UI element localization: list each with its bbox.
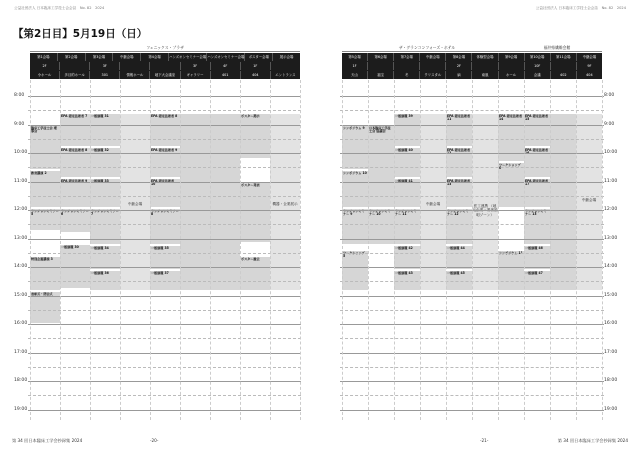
column-divider bbox=[90, 80, 91, 420]
relay-label: 中継会場 bbox=[581, 198, 597, 202]
session-title: EPA 認定技術者 14 bbox=[499, 113, 523, 122]
session-block[interactable] bbox=[60, 113, 90, 146]
hall-cell: 多目的ホール bbox=[60, 71, 90, 79]
session-title: EPA 認定技術者 16 bbox=[525, 147, 549, 156]
time-label: 13:00 bbox=[14, 235, 28, 241]
session-title: EPA 認定技術者 13 bbox=[447, 178, 471, 187]
hall-cell: 会議 bbox=[525, 71, 551, 79]
hall-cell: 301 bbox=[90, 71, 120, 79]
floor-cell: 9F bbox=[587, 64, 592, 68]
session-block[interactable] bbox=[524, 147, 550, 177]
half-hour-gridline bbox=[28, 338, 301, 339]
session-title: 一般演題 37 bbox=[151, 270, 169, 275]
session-title: ポスター撤去 bbox=[241, 256, 260, 261]
session-title: ランチョンセミナー 13 bbox=[525, 208, 547, 217]
floor-cell: 1F bbox=[241, 62, 271, 70]
hour-gridline bbox=[28, 210, 301, 211]
half-hour-gridline bbox=[28, 367, 301, 368]
session-block[interactable] bbox=[498, 250, 524, 290]
floor-cell bbox=[551, 62, 577, 70]
session-block[interactable] bbox=[524, 270, 550, 290]
relay-label: 中継会場 bbox=[127, 202, 143, 206]
session-block[interactable] bbox=[446, 270, 472, 290]
session-block[interactable] bbox=[240, 113, 270, 158]
venue-name-left: フェニックス・プラザ bbox=[30, 44, 300, 52]
floor-cell bbox=[60, 62, 90, 70]
running-header-right: 公益社団法人 日本臨床工学技士会会誌 No. 82 2024 bbox=[535, 6, 626, 10]
column-divider bbox=[576, 80, 577, 420]
column-divider bbox=[498, 80, 499, 420]
session-title: 一般演題 44 bbox=[447, 245, 465, 250]
session-block[interactable] bbox=[342, 125, 368, 169]
time-label: 16:00 bbox=[604, 321, 618, 326]
floor-cell: 3F bbox=[181, 62, 211, 70]
column-divider bbox=[180, 80, 181, 420]
session-block[interactable] bbox=[90, 147, 120, 177]
room-relay-right-2: 中継会場 bbox=[582, 55, 597, 59]
hour-gridline bbox=[28, 410, 301, 411]
floor-row-left bbox=[30, 62, 300, 70]
column-divider bbox=[420, 80, 421, 420]
room-row-left bbox=[30, 53, 300, 61]
session-title: 日本臨床工学技士会 協議会 bbox=[369, 125, 391, 134]
room-10: 第10会場 bbox=[525, 53, 551, 61]
session-title: 一般演題 43 bbox=[395, 270, 413, 275]
session-title: シンポジウム 10 bbox=[343, 170, 367, 175]
session-block[interactable] bbox=[90, 245, 120, 269]
session-block[interactable] bbox=[394, 113, 420, 146]
time-label: 12:00 bbox=[604, 207, 618, 212]
session-block[interactable] bbox=[394, 245, 420, 269]
session-title: 一般演題 34 bbox=[91, 245, 109, 250]
session-title: 一般演題 31 bbox=[91, 113, 109, 118]
column-divider bbox=[446, 80, 447, 420]
session-title: ランチョンセミナー 7 bbox=[91, 208, 119, 217]
room-6: 第6会場 bbox=[368, 53, 394, 61]
hour-gridline bbox=[28, 381, 301, 382]
time-label: 15:00 bbox=[604, 292, 618, 298]
session-title: ランチョンセミナー 11 bbox=[395, 208, 417, 217]
hall-cell: エントランス bbox=[275, 73, 296, 77]
time-label: 13:00 bbox=[604, 235, 618, 241]
column-divider bbox=[150, 80, 151, 420]
room-9: 第9会場 bbox=[499, 53, 525, 61]
session-title: ランチョンセミナー 10 bbox=[369, 208, 391, 217]
session-title: 一般演題 32 bbox=[91, 147, 109, 152]
time-label: 12:00 bbox=[14, 207, 28, 212]
footer-title-left: 第 34 回日本臨床工学会抄録集 2024 bbox=[12, 438, 83, 443]
session-block[interactable] bbox=[342, 250, 368, 290]
time-label: 16:00 bbox=[14, 321, 28, 326]
column-divider bbox=[300, 80, 301, 420]
time-label: 9:00 bbox=[14, 121, 25, 127]
session-block[interactable] bbox=[394, 270, 420, 290]
session-title: EPA 認定技術者 8 bbox=[151, 113, 178, 118]
relay-label: 中継会場 bbox=[425, 202, 441, 206]
column-divider bbox=[368, 80, 369, 420]
session-title: EPA 認定技術者 17 bbox=[525, 178, 549, 187]
room-4: 第4会場 bbox=[141, 53, 169, 61]
room-7: 第7会場 bbox=[394, 53, 420, 61]
running-header-left: 公益社団法人 日本臨床工学技士会会誌 No. 82 2024 bbox=[14, 6, 105, 10]
time-label: 11:00 bbox=[604, 178, 618, 184]
session-block[interactable] bbox=[150, 270, 180, 290]
half-hour-gridline bbox=[28, 395, 301, 396]
hour-gridline bbox=[28, 96, 301, 97]
day-title: 【第2日目】5月19日（日） bbox=[13, 28, 148, 40]
floor-cell bbox=[271, 62, 300, 70]
session-title: ポスター掲示 bbox=[241, 113, 260, 118]
session-title: ワークショップ 6 bbox=[499, 162, 521, 171]
session-block[interactable] bbox=[524, 245, 550, 269]
column-divider bbox=[120, 80, 121, 420]
session-title: ワークショップ 5 bbox=[343, 250, 365, 259]
hall-cell: 情報ホール bbox=[120, 71, 150, 79]
column-divider bbox=[602, 80, 603, 420]
session-block[interactable] bbox=[498, 162, 524, 207]
hour-gridline bbox=[28, 267, 301, 268]
session-title: EPA 認定技術者 9 bbox=[151, 147, 178, 152]
room-poster: ポスター会場 bbox=[245, 53, 273, 61]
session-title: ランチョンセミナー 6 bbox=[61, 208, 89, 217]
session-title: 一般演題 30 bbox=[61, 244, 79, 249]
half-hour-gridline bbox=[28, 196, 301, 197]
session-block[interactable] bbox=[394, 147, 420, 177]
column-divider bbox=[60, 80, 61, 420]
column-divider bbox=[240, 80, 241, 420]
room-handson-1: ハンズオンセミナー会場 bbox=[168, 55, 207, 59]
column-divider bbox=[472, 80, 473, 420]
floor-cell bbox=[472, 62, 498, 70]
session-title: EPA 認定技術者 10 bbox=[151, 178, 175, 187]
session-block[interactable] bbox=[240, 256, 270, 290]
hour-gridline bbox=[28, 125, 301, 126]
session-title: 一般演題 41 bbox=[395, 178, 413, 183]
time-label: 11:00 bbox=[14, 178, 28, 184]
session-title: EPA 認定技術者 15 bbox=[525, 113, 549, 122]
session-block[interactable] bbox=[150, 245, 180, 269]
hall-cell: 福宝 bbox=[368, 71, 394, 79]
floor-cell bbox=[394, 62, 420, 70]
hall-cell: 扇 bbox=[446, 71, 472, 79]
session-title: ランチョンセミナー 9 bbox=[343, 208, 365, 217]
venue-name-right-a: ザ・グランコンフォーズ・ホテル bbox=[342, 44, 512, 52]
session-block[interactable] bbox=[30, 208, 60, 230]
floor-cell bbox=[150, 62, 180, 70]
time-label: 14:00 bbox=[14, 264, 28, 269]
floor-row-right bbox=[342, 62, 602, 70]
session-title: 一般演題 35 bbox=[151, 245, 169, 250]
floor-cell: 3F bbox=[90, 62, 120, 70]
time-label: 18:00 bbox=[604, 378, 618, 383]
session-title: ランチョンセミナー 12 bbox=[447, 208, 469, 217]
time-label: 14:00 bbox=[604, 264, 618, 269]
room-table-header-left bbox=[30, 53, 300, 79]
time-label: 17:00 bbox=[14, 349, 28, 355]
session-title: 一般演題 36 bbox=[91, 270, 109, 275]
room-experience: 体験型会場 bbox=[472, 53, 498, 61]
session-block[interactable] bbox=[30, 170, 60, 207]
session-title: 一般演題 47 bbox=[525, 270, 543, 275]
room-table-header-right bbox=[342, 53, 602, 79]
session-title: ポスター発表 bbox=[241, 182, 260, 187]
session-block[interactable] bbox=[90, 270, 120, 290]
half-hour-gridline bbox=[28, 110, 301, 111]
hall-cell: 南風 bbox=[472, 71, 498, 79]
session-title: EPA 認定技術者 8 bbox=[61, 147, 88, 152]
page-number-right: -21- bbox=[480, 438, 489, 443]
time-label: 10:00 bbox=[14, 150, 28, 155]
experience-label: 医工連携 （地元企業・業者説明ゾーン） bbox=[472, 204, 498, 217]
session-block[interactable] bbox=[90, 113, 120, 146]
hall-row-left bbox=[30, 71, 300, 79]
half-hour-gridline bbox=[28, 253, 301, 254]
exhibit-label: 機器・企業展示 bbox=[272, 202, 298, 206]
time-label: 8:00 bbox=[604, 93, 615, 98]
column-divider bbox=[524, 80, 525, 420]
session-block[interactable] bbox=[30, 256, 60, 290]
session-block[interactable] bbox=[446, 147, 472, 177]
half-hour-gridline bbox=[28, 139, 301, 140]
session-title: シンポジウム 9 bbox=[343, 125, 365, 130]
hall-cell: 冬 bbox=[394, 71, 420, 79]
half-hour-gridline bbox=[28, 281, 301, 282]
session-title: 表彰式・閉会式 bbox=[31, 291, 53, 296]
session-title: EPA 認定技術者 12 bbox=[447, 147, 471, 156]
session-block[interactable] bbox=[150, 113, 180, 146]
session-title: EPA 認定技術者 9 bbox=[61, 178, 88, 183]
session-block[interactable] bbox=[60, 147, 90, 177]
hour-gridline bbox=[28, 182, 301, 183]
session-title: ランチョンセミナー 5 bbox=[31, 208, 59, 217]
floor-cell: 4F bbox=[211, 62, 241, 70]
room-handson-2: ハンズオンセミナー会場 bbox=[207, 55, 245, 59]
hall-cell: 402 bbox=[551, 71, 577, 79]
room-1: 第1会場 bbox=[30, 53, 58, 61]
session-title: 一般演題 33 bbox=[91, 178, 109, 183]
time-label: 19:00 bbox=[14, 406, 28, 412]
floor-cell: 2F bbox=[30, 62, 60, 70]
floor-cell bbox=[120, 62, 150, 70]
session-title: 臨床工学技士会 理事会 bbox=[31, 125, 57, 134]
session-block[interactable] bbox=[446, 113, 472, 146]
time-label: 8:00 bbox=[14, 93, 25, 98]
right-page bbox=[320, 0, 640, 450]
hall-cell: 404 bbox=[241, 71, 271, 79]
hall-cell: ホール bbox=[499, 71, 525, 79]
half-hour-gridline bbox=[28, 167, 301, 168]
time-label: 19:00 bbox=[604, 406, 618, 412]
hall-cell: 小ホール bbox=[30, 71, 60, 79]
hall-cell: 404 bbox=[586, 73, 593, 77]
floor-cell: 1F bbox=[342, 62, 368, 70]
floor-cell: 10F bbox=[525, 62, 551, 70]
room-relay-right: 中継会場 bbox=[420, 53, 446, 61]
session-block[interactable] bbox=[524, 113, 550, 146]
hall-cell: クリスタル bbox=[420, 71, 446, 79]
floor-cell: 2F bbox=[446, 62, 472, 70]
session-block[interactable] bbox=[30, 125, 60, 169]
time-label: 15:00 bbox=[14, 292, 28, 298]
session-block[interactable] bbox=[368, 125, 394, 207]
half-hour-gridline bbox=[28, 224, 301, 225]
time-label: 17:00 bbox=[604, 349, 618, 355]
room-8: 第8会場 bbox=[446, 53, 472, 61]
session-title: 特別企画講演 3 bbox=[31, 256, 53, 261]
session-title: 一般演題 42 bbox=[395, 245, 413, 250]
session-title: 教育講演 2 bbox=[31, 170, 47, 175]
hall-row-right bbox=[342, 71, 602, 79]
session-block[interactable] bbox=[446, 245, 472, 269]
room-exhibit: 展示会場 bbox=[279, 55, 294, 59]
room-3: 第3会場 bbox=[86, 53, 114, 61]
page-number-left: -20- bbox=[150, 438, 159, 443]
hall-cell: ギャラリー bbox=[181, 71, 211, 79]
room-5: 第5会場 bbox=[342, 53, 368, 61]
time-label: 9:00 bbox=[604, 121, 615, 127]
floor-cell bbox=[368, 62, 394, 70]
column-divider bbox=[210, 80, 211, 420]
hour-gridline bbox=[28, 153, 301, 154]
footer-title-right: 第 34 回日本臨床工学会抄録集 2024 bbox=[557, 438, 628, 443]
session-title: 一般演題 40 bbox=[395, 147, 413, 152]
session-title: EPA 認定技術者 11 bbox=[447, 113, 471, 122]
room-relay: 中継会場 bbox=[113, 53, 141, 61]
column-divider bbox=[270, 80, 271, 420]
session-block[interactable] bbox=[150, 147, 180, 177]
floor-cell bbox=[420, 62, 446, 70]
hour-gridline bbox=[28, 239, 301, 240]
session-title: 一般演題 45 bbox=[447, 270, 465, 275]
column-divider bbox=[550, 80, 551, 420]
hall-cell: 401 bbox=[211, 71, 241, 79]
room-11: 第11会場 bbox=[551, 53, 577, 61]
hall-cell: 地下大会議室 bbox=[150, 71, 180, 79]
room-2: 第2会場 bbox=[58, 53, 86, 61]
room-row-right bbox=[342, 53, 602, 61]
floor-cell bbox=[499, 62, 525, 70]
session-title: シンポジウム 11 bbox=[499, 250, 523, 255]
hall-cell: 天山 bbox=[342, 71, 368, 79]
session-block[interactable] bbox=[342, 170, 368, 207]
hour-gridline bbox=[28, 296, 301, 297]
venue-name-right-b: 福井県繊維会館 bbox=[512, 44, 602, 52]
column-divider bbox=[30, 80, 31, 420]
session-block[interactable] bbox=[60, 208, 90, 232]
column-divider bbox=[342, 80, 343, 420]
session-title: 一般演題 39 bbox=[395, 113, 413, 118]
time-label: 10:00 bbox=[604, 150, 618, 155]
hour-gridline bbox=[28, 353, 301, 354]
half-hour-gridline bbox=[28, 310, 301, 311]
column-divider bbox=[394, 80, 395, 420]
hour-gridline bbox=[28, 324, 301, 325]
session-title: 一般演題 46 bbox=[525, 245, 543, 250]
session-title: ランチョンセミナー 8 bbox=[151, 208, 179, 217]
session-title: EPA 認定技術者 7 bbox=[61, 113, 88, 118]
session-block[interactable] bbox=[240, 182, 270, 242]
time-label: 18:00 bbox=[14, 378, 28, 383]
